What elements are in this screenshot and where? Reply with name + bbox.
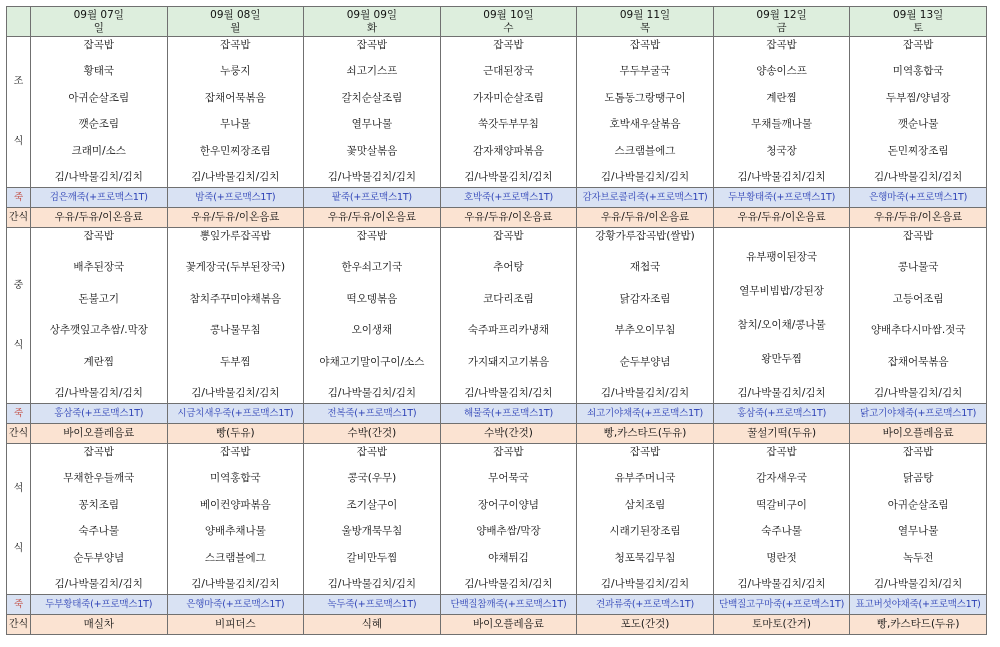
menu-item: 잡곡밥 xyxy=(902,446,934,458)
menu-item: 한우쇠고기국 xyxy=(341,261,403,274)
menu-item: 양배추다시마쌈.젓국 xyxy=(870,324,966,337)
menu-item: 갈치순살조림 xyxy=(341,91,403,104)
dinner_snack-cell: 바이오플레음료 xyxy=(440,615,577,635)
lunch-cell xyxy=(440,228,577,404)
day-header xyxy=(577,7,714,37)
lunch-row xyxy=(7,228,987,404)
menu-item: 상추깻잎고추쌈/.막장 xyxy=(49,324,148,337)
menu-item: 녹두전 xyxy=(902,551,934,564)
dinner_snack-cell: 빵,카스타드(두유) xyxy=(850,615,987,635)
menu-item: 닭감자조림 xyxy=(619,292,671,305)
menu-item: 갈비만두찜 xyxy=(346,551,398,564)
lunch_porridge-cell: 닭고기야채죽(+프로맥스1T) xyxy=(850,404,987,424)
menu-item: 김/나박물김치/김치 xyxy=(737,170,826,183)
day-weekday: 금 xyxy=(776,21,787,34)
menu-item: 김/나박물김치/김치 xyxy=(464,386,553,399)
dinner-cell xyxy=(577,444,714,595)
menu-item: 잡곡밥 xyxy=(83,39,114,51)
lunch-cell xyxy=(577,228,714,404)
breakfast_snack-cell: 우유/두유/이온음료 xyxy=(577,208,714,228)
menu-item: 잡채어묵볶음 xyxy=(204,91,266,104)
menu-item: 코다리조림 xyxy=(483,292,534,305)
menu-item: 숙주나물 xyxy=(761,525,802,538)
lunch_porridge-cell: 시금치새우죽(+프로맥스1T) xyxy=(167,404,304,424)
menu-item: 감자채양파볶음 xyxy=(472,144,544,157)
menu-item: 부추오이무침 xyxy=(614,324,676,337)
menu-item: 김/나박물김치/김치 xyxy=(191,170,280,183)
breakfast-cell xyxy=(713,37,850,188)
menu-item: 잡곡밥 xyxy=(356,230,388,242)
header-row xyxy=(7,7,987,37)
menu-item: 꽁치조림 xyxy=(78,498,120,511)
menu-item: 두부찜 xyxy=(220,355,251,368)
dinner-cell xyxy=(31,444,168,595)
dinner_snack-cell: 토마토(간거) xyxy=(713,615,850,635)
menu-item: 무채들깨나물 xyxy=(751,118,813,131)
dinner_porridge-cell: 견과류죽(+프로맥스1T) xyxy=(577,595,714,615)
menu-item: 참치주꾸미야채볶음 xyxy=(189,292,281,305)
breakfast_porridge-cell: 밤죽(+프로맥스1T) xyxy=(167,188,304,208)
menu-item: 양배추채나물 xyxy=(204,525,266,538)
lunch_snack-cell: 바이오플레음료 xyxy=(850,424,987,444)
day-date: 09월 07일 xyxy=(73,8,124,21)
breakfast-row xyxy=(7,37,987,188)
lunch_snack-cell: 빵(두유) xyxy=(167,424,304,444)
day-date: 09월 13일 xyxy=(892,8,944,21)
day-weekday: 월 xyxy=(230,21,241,34)
menu-item: 가지돼지고기볶음 xyxy=(467,355,550,368)
dinner-row xyxy=(7,444,987,595)
dinner-cell xyxy=(304,444,441,595)
menu-item: 잡곡밥 xyxy=(629,39,661,51)
menu-item: 돈불고기 xyxy=(78,292,120,305)
menu-item: 잡곡밥 xyxy=(766,446,797,458)
menu-item: 아귀순살조림 xyxy=(68,91,130,104)
menu-item: 잡곡밥 xyxy=(356,39,388,51)
row-label: 죽 xyxy=(7,595,31,615)
menu-item: 무채한우들깨국 xyxy=(63,472,135,485)
day-date: 09월 10일 xyxy=(483,8,534,21)
menu-item: 김/나박물김치/김치 xyxy=(327,577,417,590)
breakfast_snack-row xyxy=(7,208,987,228)
day-date: 09월 11일 xyxy=(619,8,671,21)
menu-item: 숙주파프리카냉채 xyxy=(467,324,550,337)
lunch-cell xyxy=(713,228,850,404)
menu-item: 유부주머니국 xyxy=(614,472,676,485)
menu-item: 콩국(우무) xyxy=(347,472,397,485)
menu-item: 김/나박물김치/김치 xyxy=(600,577,690,590)
menu-item: 배추된장국 xyxy=(73,261,125,274)
menu-item: 순두부양념 xyxy=(73,551,125,564)
lunch_porridge-cell: 쇠고기야채죽(+프로맥스1T) xyxy=(577,404,714,424)
menu-item: 잡곡밥 xyxy=(766,39,797,51)
lunch_porridge-row xyxy=(7,404,987,424)
menu-item: 두부찜/양념장 xyxy=(885,91,951,104)
menu-item: 김/나박물김치/김치 xyxy=(54,386,143,399)
lunch-cell xyxy=(31,228,168,404)
menu-item: 계란찜 xyxy=(83,355,114,368)
menu-item: 쇠고기스프 xyxy=(346,65,398,78)
day-weekday: 목 xyxy=(639,21,651,34)
dinner_snack-cell: 포도(간것) xyxy=(577,615,714,635)
menu-item: 고등어조림 xyxy=(892,292,944,305)
menu-item: 양송이스프 xyxy=(756,65,807,78)
day-date: 09월 08일 xyxy=(210,8,261,21)
menu-item: 김/나박물김치/김치 xyxy=(874,577,963,590)
dinner_snack-cell: 식혜 xyxy=(304,615,441,635)
menu-item: 김/나박물김치/김치 xyxy=(874,386,963,399)
day-header xyxy=(713,7,850,37)
menu-item: 열무나물 xyxy=(897,525,939,538)
lunch_porridge-cell: 해물죽(+프로맥스1T) xyxy=(440,404,577,424)
breakfast_porridge-cell: 두부황태죽(+프로맥스1T) xyxy=(713,188,850,208)
dinner_porridge-row xyxy=(7,595,987,615)
dinner_porridge-cell: 두부황태죽(+프로맥스1T) xyxy=(31,595,168,615)
row-label: 간식 xyxy=(7,424,31,444)
menu-item: 김/나박물김치/김치 xyxy=(327,170,417,183)
menu-item: 김/나박물김치/김치 xyxy=(600,386,690,399)
menu-item: 베이컨양파볶음 xyxy=(199,498,271,511)
menu-item: 가자미순살조림 xyxy=(472,91,544,104)
menu-item: 잡곡밥 xyxy=(83,446,114,458)
menu-item: 명란젓 xyxy=(766,551,797,564)
menu-item: 닭곰탕 xyxy=(902,472,934,485)
menu-item: 잡곡밥 xyxy=(902,230,934,242)
lunch-cell xyxy=(850,228,987,404)
breakfast_porridge-cell: 호박죽(+프로맥스1T) xyxy=(440,188,577,208)
menu-item: 뽕잎가루잡곡밥 xyxy=(199,230,271,242)
menu-item: 스크램블에그 xyxy=(614,144,676,157)
day-date: 09월 09일 xyxy=(346,8,398,21)
menu-item: 깻순나물 xyxy=(897,118,939,131)
dinner_snack-cell: 매실차 xyxy=(31,615,168,635)
menu-item: 김/나박물김치/김치 xyxy=(600,170,690,183)
menu-item: 꽃맛살볶음 xyxy=(346,144,398,157)
row-label: 죽 xyxy=(7,188,31,208)
row-label: 조 식 xyxy=(7,37,31,188)
menu-item: 유부팽이된장국 xyxy=(746,251,818,263)
menu-item: 야채고기말이구이/소스 xyxy=(319,355,425,368)
menu-item: 잡곡밥 xyxy=(629,446,661,458)
menu-item: 숙주나물 xyxy=(78,525,120,538)
menu-item: 추어탕 xyxy=(493,261,524,274)
dinner-cell xyxy=(167,444,304,595)
menu-item: 무어묵국 xyxy=(488,472,529,485)
menu-item: 청국장 xyxy=(766,144,797,157)
menu-item: 한우민찌장조림 xyxy=(199,144,271,157)
breakfast-cell xyxy=(850,37,987,188)
menu-item: 호박새우살볶음 xyxy=(609,118,681,131)
lunch-cell xyxy=(304,228,441,404)
menu-item: 잡곡밥 xyxy=(902,39,934,51)
weekly-menu-table xyxy=(6,6,987,635)
breakfast_porridge-cell: 팥죽(+프로맥스1T) xyxy=(304,188,441,208)
dinner-cell xyxy=(713,444,850,595)
lunch_snack-cell: 수박(간것) xyxy=(440,424,577,444)
dinner_porridge-cell: 표고버섯야채죽(+프로맥스1T) xyxy=(850,595,987,615)
menu-item: 근대된장국 xyxy=(483,65,534,78)
day-weekday: 토 xyxy=(913,21,924,34)
menu-item: 쑥갓두부무침 xyxy=(478,118,539,131)
breakfast_snack-cell: 우유/두유/이온음료 xyxy=(713,208,850,228)
day-header xyxy=(31,7,168,37)
menu-item: 깻순조림 xyxy=(78,118,120,131)
lunch_snack-cell: 빵,카스타드(두유) xyxy=(577,424,714,444)
menu-item: 열무비빔밥/강된장 xyxy=(739,285,824,297)
menu-item: 떡오뎅볶음 xyxy=(346,292,398,305)
menu-item: 감자새우국 xyxy=(756,472,807,485)
menu-item: 무두부굴국 xyxy=(619,65,671,78)
menu-item: 양배추쌈/막장 xyxy=(476,525,541,538)
menu-item: 삼치조림 xyxy=(624,498,666,511)
menu-item: 김/나박물김치/김치 xyxy=(54,170,143,183)
breakfast-cell xyxy=(167,37,304,188)
menu-item: 크래미/소스 xyxy=(71,144,126,157)
menu-item: 야채튀김 xyxy=(488,551,529,564)
menu-item: 잡곡밥 xyxy=(83,230,114,242)
dinner-cell xyxy=(850,444,987,595)
menu-item: 김/나박물김치/김치 xyxy=(54,577,143,590)
breakfast-cell xyxy=(31,37,168,188)
menu-item: 김/나박물김치/김치 xyxy=(464,577,553,590)
menu-item: 계란찜 xyxy=(766,91,797,104)
menu-item: 김/나박물김치/김치 xyxy=(191,577,280,590)
menu-item: 강황가루잡곡밥(쌀밥) xyxy=(595,230,695,242)
day-header xyxy=(167,7,304,37)
menu-item: 잡곡밥 xyxy=(493,39,524,51)
menu-item: 떡갈비구이 xyxy=(756,498,807,511)
menu-item: 미역홍합국 xyxy=(209,472,261,485)
menu-item: 참치/오이채/콩나물 xyxy=(737,319,826,331)
menu-item: 콩나물무침 xyxy=(209,324,261,337)
day-weekday: 수 xyxy=(503,21,514,34)
breakfast_porridge-cell: 검은깨죽(+프로맥스1T) xyxy=(31,188,168,208)
menu-item: 미역홍합국 xyxy=(892,65,944,78)
menu-item: 재첩국 xyxy=(629,261,661,274)
menu-item: 왕만두찜 xyxy=(761,353,802,365)
menu-item: 도톰동그랑땡구이 xyxy=(604,91,686,104)
menu-item: 돈민찌장조림 xyxy=(887,144,949,157)
menu-item: 꽃게장국(두부된장국) xyxy=(185,261,286,274)
row-label: 석 식 xyxy=(7,444,31,595)
menu-item: 콩나물국 xyxy=(897,261,939,274)
menu-item: 누룽지 xyxy=(220,65,251,78)
breakfast_porridge-cell: 감자브로콜리죽(+프로맥스1T) xyxy=(577,188,714,208)
dinner_porridge-cell: 녹두죽(+프로맥스1T) xyxy=(304,595,441,615)
menu-item: 울방개묵무침 xyxy=(341,525,403,538)
lunch_porridge-cell: 전복죽(+프로맥스1T) xyxy=(304,404,441,424)
menu-item: 김/나박물김치/김치 xyxy=(737,387,826,399)
menu-item: 아귀순살조림 xyxy=(887,498,949,511)
breakfast_porridge-row xyxy=(7,188,987,208)
menu-item: 김/나박물김치/김치 xyxy=(464,170,553,183)
breakfast_snack-cell: 우유/두유/이온음료 xyxy=(440,208,577,228)
menu-item: 열무나물 xyxy=(351,118,393,131)
dinner-cell xyxy=(440,444,577,595)
lunch_porridge-cell: 홍삼죽(+프로맥스1T) xyxy=(713,404,850,424)
menu-item: 조기살구이 xyxy=(346,498,398,511)
menu-item: 장어구이양념 xyxy=(478,498,539,511)
menu-item: 김/나박물김치/김치 xyxy=(191,386,280,399)
dinner_porridge-cell: 은행마죽(+프로맥스1T) xyxy=(167,595,304,615)
day-weekday: 일 xyxy=(93,21,104,34)
menu-item: 시래기된장조림 xyxy=(609,525,681,538)
breakfast_snack-cell: 우유/두유/이온음료 xyxy=(304,208,441,228)
menu-item: 오이생채 xyxy=(351,324,393,337)
dinner_snack-row xyxy=(7,615,987,635)
menu-item: 잡곡밥 xyxy=(493,446,524,458)
menu-item: 순두부양념 xyxy=(619,355,671,368)
menu-item: 김/나박물김치/김치 xyxy=(737,577,826,590)
row-label: 간식 xyxy=(7,615,31,635)
row-label: 간식 xyxy=(7,208,31,228)
menu-item: 김/나박물김치/김치 xyxy=(327,386,417,399)
lunch_snack-cell: 꿀설기떡(두유) xyxy=(713,424,850,444)
day-weekday: 화 xyxy=(366,21,377,34)
day-header xyxy=(304,7,441,37)
day-header xyxy=(440,7,577,37)
row-label: 죽 xyxy=(7,404,31,424)
lunch_snack-row xyxy=(7,424,987,444)
lunch_snack-cell: 바이오플레음료 xyxy=(31,424,168,444)
day-header xyxy=(850,7,987,37)
menu-item: 잡채어묵볶음 xyxy=(887,355,949,368)
menu-item: 잡곡밥 xyxy=(220,39,251,51)
menu-item: 청포묵김무침 xyxy=(614,551,676,564)
lunch_snack-cell: 수박(간것) xyxy=(304,424,441,444)
day-date: 09월 12일 xyxy=(756,8,807,21)
dinner_snack-cell: 비피더스 xyxy=(167,615,304,635)
lunch-cell xyxy=(167,228,304,404)
lunch_porridge-cell: 홍삼죽(+프로맥스1T) xyxy=(31,404,168,424)
breakfast-cell xyxy=(577,37,714,188)
menu-item: 황태국 xyxy=(83,65,114,78)
menu-item: 잡곡밥 xyxy=(220,446,251,458)
breakfast_porridge-cell: 은행마죽(+프로맥스1T) xyxy=(850,188,987,208)
menu-item: 김/나박물김치/김치 xyxy=(874,170,963,183)
breakfast_snack-cell: 우유/두유/이온음료 xyxy=(167,208,304,228)
menu-item: 스크램블에그 xyxy=(204,551,266,564)
breakfast_snack-cell: 우유/두유/이온음료 xyxy=(31,208,168,228)
menu-item: 잡곡밥 xyxy=(356,446,388,458)
row-label: 중 식 xyxy=(7,228,31,404)
header-corner xyxy=(7,7,31,37)
dinner_porridge-cell: 단백질고구마죽(+프로맥스1T) xyxy=(713,595,850,615)
breakfast_snack-cell: 우유/두유/이온음료 xyxy=(850,208,987,228)
menu-item: 무나물 xyxy=(220,118,251,131)
menu-item: 잡곡밥 xyxy=(493,230,524,242)
breakfast-cell xyxy=(440,37,577,188)
dinner_porridge-cell: 단백질참깨죽(+프로맥스1T) xyxy=(440,595,577,615)
breakfast-cell xyxy=(304,37,441,188)
